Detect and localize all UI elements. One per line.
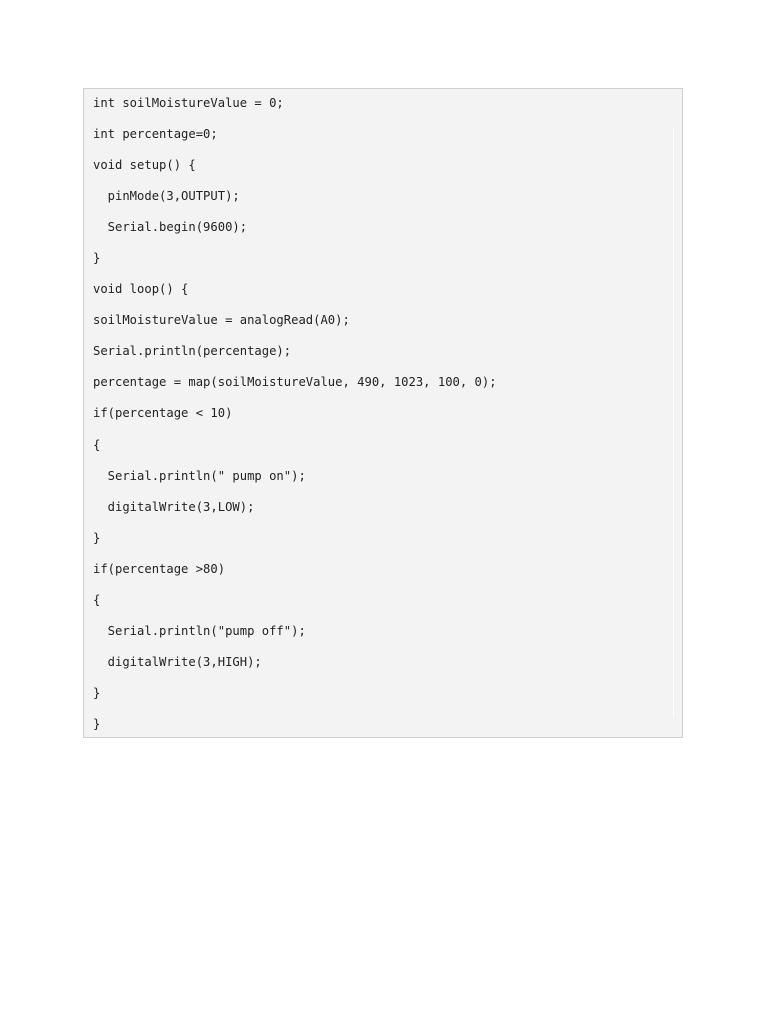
code-line: Serial.println("pump off"); (93, 623, 306, 638)
code-line: digitalWrite(3,HIGH); (93, 654, 262, 669)
code-line: { (93, 592, 101, 607)
code-line: if(percentage < 10) (93, 406, 233, 421)
code-line: } (93, 685, 101, 700)
code-line: percentage = map(soilMoistureValue, 490, 1023, 100, 0); (93, 375, 497, 390)
code-line: int soilMoistureValue = 0; (93, 96, 284, 110)
code-line: } (93, 716, 101, 731)
code-line: } (93, 530, 101, 545)
code-line: Serial.begin(9600); (93, 220, 248, 235)
code-block (83, 88, 683, 738)
code-line: if(percentage >80) (93, 561, 226, 576)
code-line: digitalWrite(3,LOW); (93, 499, 255, 514)
code-line: void loop() { (93, 282, 189, 297)
code-line: int percentage=0; (93, 127, 218, 142)
code-line: { (93, 437, 101, 452)
code-line: Serial.println(" pump on"); (93, 468, 306, 483)
code-block-divider (673, 127, 674, 717)
code-line: void setup() { (93, 158, 196, 173)
code-line: Serial.println(percentage); (93, 344, 292, 359)
code-lines (93, 89, 497, 738)
code-line: soilMoistureValue = analogRead(A0); (93, 313, 350, 328)
code-line: } (93, 251, 101, 266)
code-line: pinMode(3,OUTPUT); (93, 189, 240, 204)
